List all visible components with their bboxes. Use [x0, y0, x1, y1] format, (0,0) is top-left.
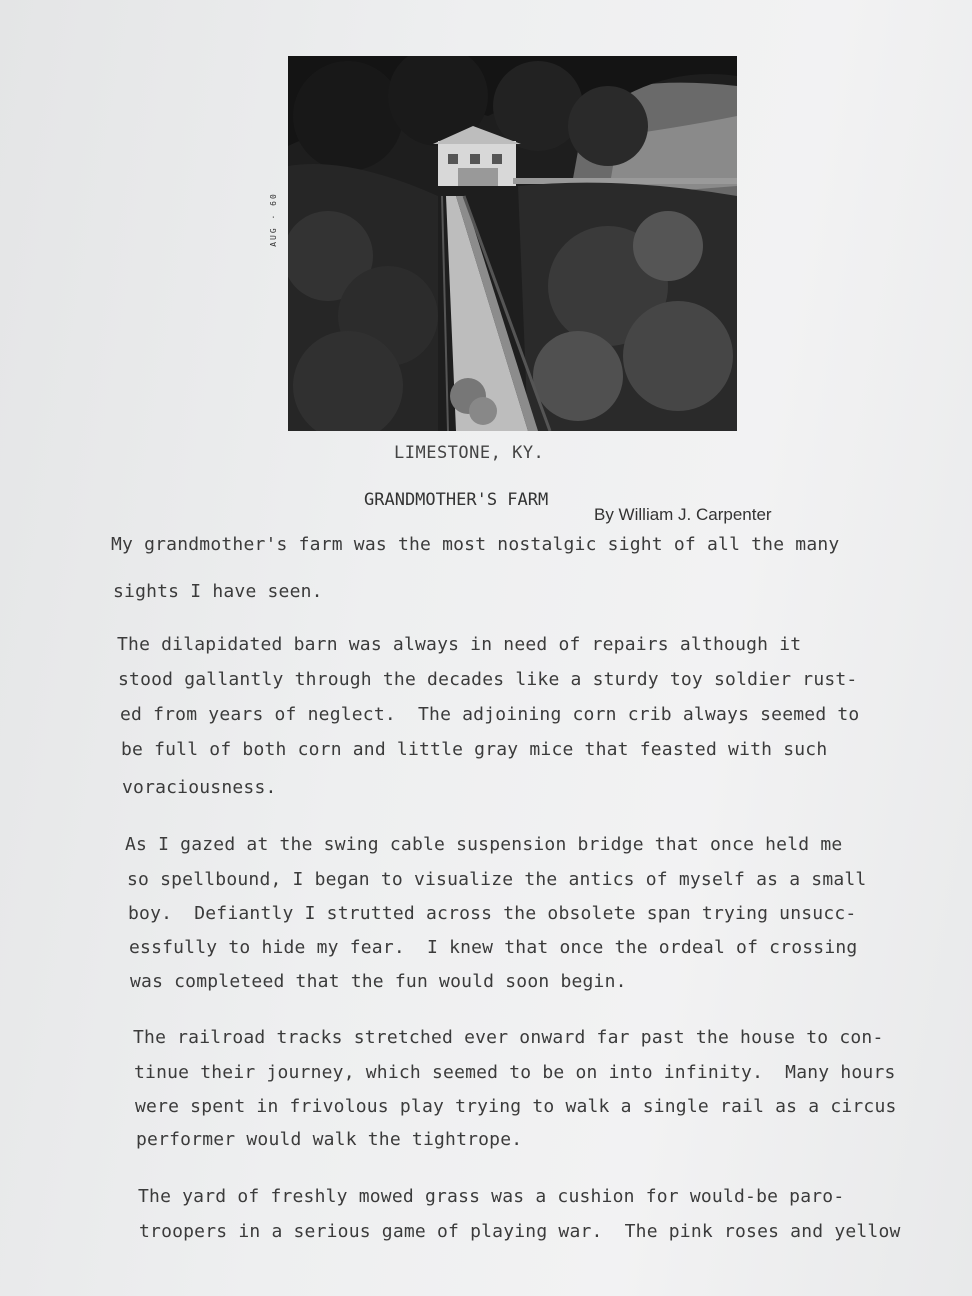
text-line: boy. Defiantly I strutted across the obsolete span trying unsucc- — [128, 903, 857, 924]
article-title: GRANDMOTHER'S FARM — [364, 490, 549, 510]
farm-photograph — [288, 56, 737, 431]
text-line: The dilapidated barn was always in need of repairs although it — [117, 634, 802, 655]
text-line: The yard of freshly mowed grass was a cushion for would-be paro- — [138, 1186, 845, 1207]
text-line: was completeed that the fun would soon begin. — [130, 971, 627, 992]
text-line: tinue their journey, which seemed to be on into infinity. Many hours — [134, 1062, 896, 1083]
article-byline: By William J. Carpenter — [594, 505, 772, 524]
text-line: were spent in frivolous play trying to walk a single rail as a circus — [135, 1096, 897, 1117]
text-line: so spellbound, I began to visualize the antics of myself as a small — [127, 869, 867, 890]
text-line: essfully to hide my fear. I knew that once the ordeal of crossing — [129, 937, 858, 958]
text-line: stood gallantly through the decades like a sturdy toy soldier rust- — [118, 669, 858, 690]
text-line: sights I have seen. — [113, 581, 323, 602]
text-line: ed from years of neglect. The adjoining corn crib always seemed to — [120, 704, 860, 725]
photo-image — [288, 56, 737, 431]
text-line: As I gazed at the swing cable suspension bridge that once held me — [125, 834, 843, 855]
text-line: voraciousness. — [122, 777, 277, 798]
text-line: My grandmother's farm was the most nostalgic sight of all the many — [111, 534, 840, 555]
text-line: The railroad tracks stretched ever onward far past the house to con- — [133, 1027, 884, 1048]
text-line: troopers in a serious game of playing war. The pink roses and yellow — [139, 1221, 901, 1242]
text-line: be full of both corn and little gray mice that feasted with such — [121, 739, 828, 760]
photo-date-stamp: AUG · 60 — [268, 192, 278, 247]
text-line: performer would walk the tightrope. — [136, 1129, 523, 1150]
photo-caption: LIMESTONE, KY. — [394, 443, 545, 463]
